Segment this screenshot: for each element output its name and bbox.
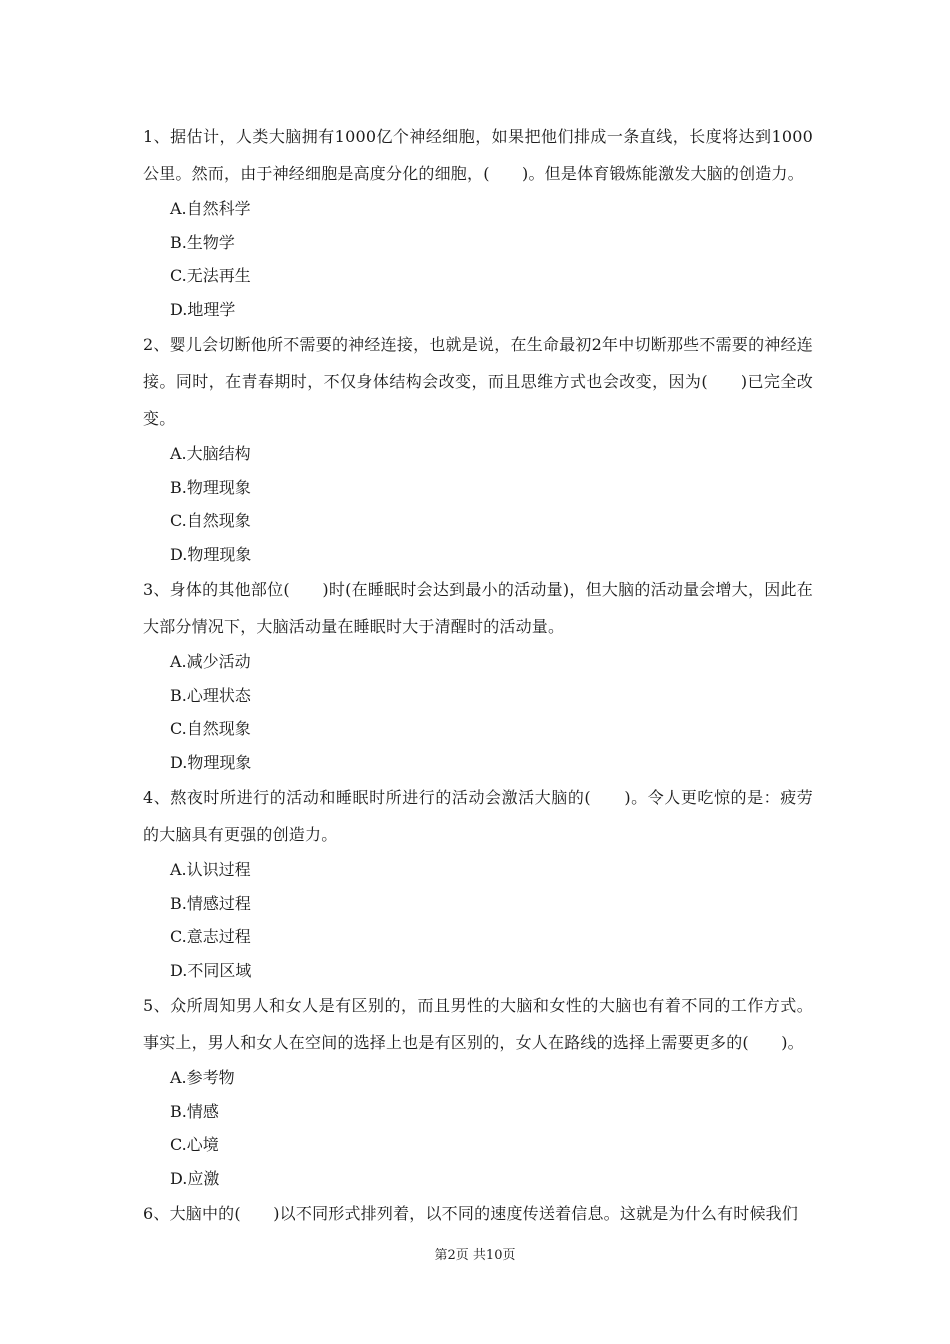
question-5 [143, 987, 813, 1195]
option-list [143, 853, 813, 987]
option-b: B.心理状态 [170, 685, 251, 705]
option-c: C.心境 [170, 1135, 219, 1154]
option-list [143, 1061, 813, 1195]
option-list [143, 645, 813, 779]
option-a: A.减少活动 [170, 652, 251, 671]
question-4 [143, 779, 813, 987]
question-stem: 6、大脑中的( )以不同形式排列着，以不同的速度传送着信息。这就是为什么有时候我们 [143, 1204, 799, 1223]
question-stem: 5、众所周知男人和女人是有区别的，而且男性的大脑和女性的大脑也有着不同的工作方式。事实上，男人和女人在空间的选择上也是有区别的，女人在路线的选择上需要更多的( )。 [143, 996, 813, 1052]
question-stem: 1、据估计，人类大脑拥有1000亿个神经细胞，如果把他们排成一条直线，长度将达到1000公里。然而，由于神经细胞是高度分化的细胞，( )。但是体育锻炼能激发大脑的创造力。 [143, 127, 813, 183]
option-b: B.情感过程 [170, 893, 251, 913]
question-3 [143, 571, 813, 779]
question-6 [143, 1195, 813, 1232]
option-list [143, 192, 813, 326]
question-2 [143, 326, 813, 571]
page-number-footer: 第2页 共10页 [434, 1248, 516, 1263]
option-a: A.认识过程 [170, 860, 251, 879]
option-c: C.自然现象 [170, 719, 251, 738]
option-a: A.自然科学 [170, 199, 251, 218]
option-b: B.物理现象 [170, 477, 251, 497]
question-list [143, 118, 813, 1232]
option-a: A.参考物 [170, 1068, 235, 1087]
option-c: C.自然现象 [170, 511, 251, 530]
option-a: A.大脑结构 [170, 444, 251, 463]
option-b: B.生物学 [170, 232, 235, 252]
option-c: C.意志过程 [170, 927, 251, 946]
option-b: B.情感 [170, 1101, 219, 1121]
option-d: D.不同区域 [170, 960, 252, 980]
option-d: D.物理现象 [170, 752, 252, 772]
question-stem: 4、熬夜时所进行的活动和睡眠时所进行的活动会激活大脑的( )。令人更吃惊的是：疲劳的大脑具有更强的创造力。 [143, 788, 813, 844]
question-stem: 2、婴儿会切断他所不需要的神经连接，也就是说，在生命最初2年中切断那些不需要的神经连接。同时，在青春期时，不仅身体结构会改变，而且思维方式也会改变，因为( )已完全改变。 [143, 335, 813, 428]
question-1 [143, 118, 813, 326]
option-d: D.地理学 [170, 299, 236, 319]
option-d: D.物理现象 [170, 544, 252, 564]
option-list [143, 437, 813, 571]
question-stem: 3、身体的其他部位( )时(在睡眠时会达到最小的活动量)，但大脑的活动量会增大，因此在大部分情况下，大脑活动量在睡眠时大于清醒时的活动量。 [143, 580, 813, 636]
option-c: C.无法再生 [170, 266, 251, 285]
option-d: D.应激 [170, 1168, 220, 1188]
